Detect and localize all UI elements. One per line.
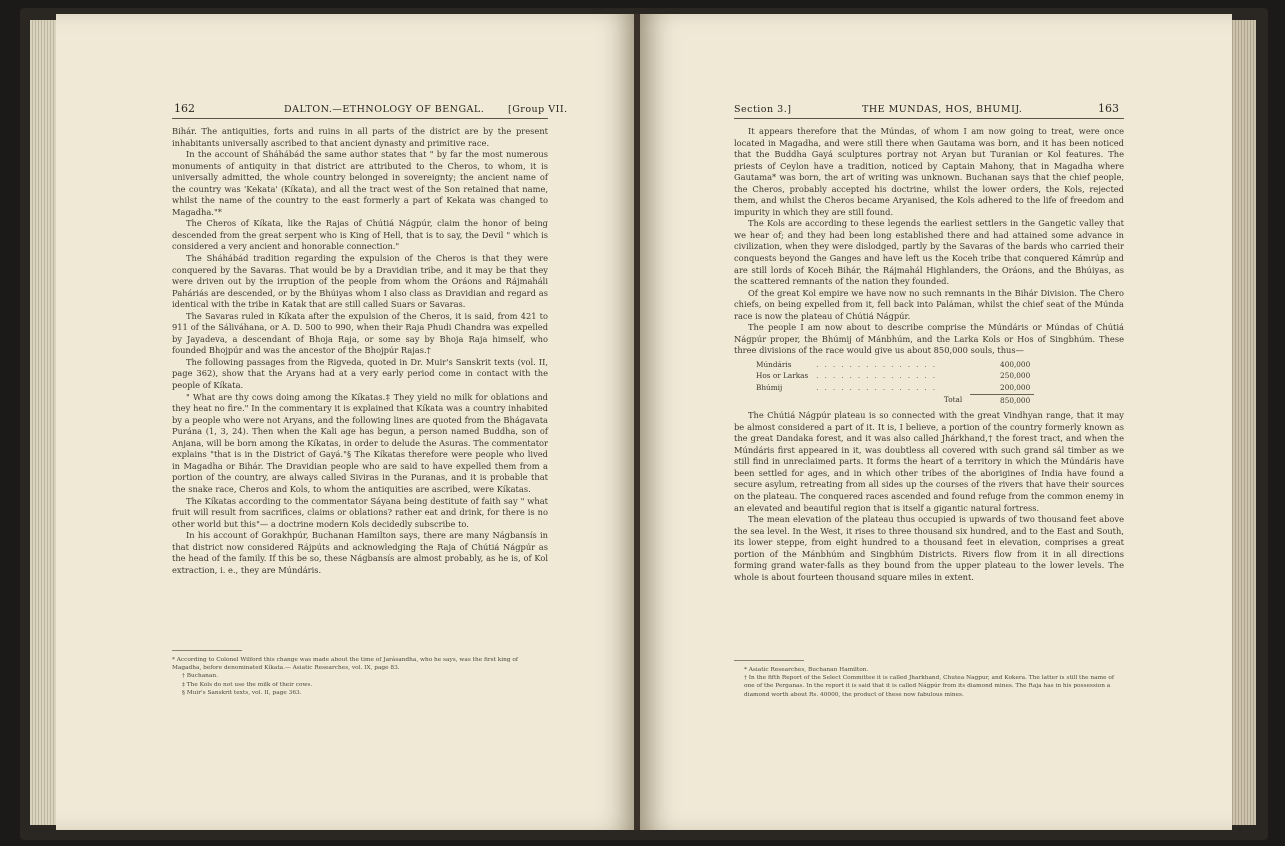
- left-header-rule: [172, 118, 548, 119]
- paragraph: In the account of Sháhábád the same author states that " by far the most numerous monuments of antiquity in that district are attributed to the Cheros, to whom, it is universally admitted, the whole country belonged in sovereignty; the ancient name of the country was 'Kekata' (Kíkata), and all the tract west of the Son retained that name, whilst the name of the country to the east formerly a part of Kekata was changed to Magadha."*: [172, 149, 548, 217]
- paragraph: " What are thy cows doing among the Kíkatas.‡ They yield no milk for oblations and they heat no fire." In the commentary it is explained that Kíkata was a country inhabited by a people who were not Aryans, and the following lines are quoted from the Bhágavata Purána (1, 3, 24). Then when the Kali age has begun, a person named Buddha, son of Anjana, will be born among the Kíkatas, in order to delude the Asuras. The commentator explains "that is in the District of Gayá."§ The Kíkatas therefore were people who lived in Magadha or Bihár. The Dravidian people who are said to have expelled them from a portion of the country, are always called Siviras in the Puranas, and it is probable that the snake race, Cheros and Kols, to whom the antiquities are ascribed, were Kíkatas.: [172, 391, 548, 494]
- footnote: † In the fifth Report of the Select Committee it is called Jharkhand, Chutea Nagpur, and Kokera. The latter is still the name of one of the Perganas. In the report it is said that it is called Nágpúr from its diamond mines. The Raja has in his possession a diamond worth about Rs. 40000, the product of these now fabulous mines.: [744, 675, 1114, 698]
- left-footnote-rule: [172, 650, 242, 651]
- paragraph: The Chútiá Nágpúr plateau is so connected with the great Vindhyan range, that it may be almost considered a part of it. It is, I believe, a portion of the country formerly known as the great Dandaka forest, and it was also called Jhárkhand,† the forest tract, and when the Múndáris first appeared in it, was doubtless all covered with such grand sál timber as we still find in unreclaimed parts. It forms the heart of a territory in which the Múndáris have been settled for ages, and in which other tribes of the aborigines of India have found a secure asylum, retreating from all sides up the courses of the rivers that have their sources on the plateau. The conquered races ascended and found refuge from the common enemy in an elevated and beautiful region that is itself a gigantic natural fortress.: [734, 410, 1124, 513]
- paragraph: The people I am now about to describe comprise the Múndáris or Múndas of Chútiá Nágpúr proper, the Bhúmij of Mánbhúm, and the Larka Kols or Hos of Singbhúm. These three divisions of the race would give us about 850,000 souls, thus—: [734, 322, 1124, 356]
- paragraph: Of the great Kol empire we have now no such remnants in the Bihár Division. The Chero chiefs, on being expelled from it, fell back into Paláman, whilst the chief seat of the Múnda race is now the plateau of Chútiá Nágpúr.: [734, 287, 1124, 321]
- left-page-number: 162: [174, 102, 195, 115]
- total-value: 850,000: [970, 394, 1034, 406]
- footnote: * Asiatic Researches, Buchanan Hamilton.: [744, 667, 869, 673]
- right-header-rule: [734, 118, 1124, 119]
- footnote: § Muir's Sanskrit texts, vol. II, page 363.: [182, 689, 302, 696]
- row-value: 400,000: [1000, 359, 1031, 369]
- paragraph: The following passages from the Rigveda, quoted in Dr. Muir's Sanskrit texts (vol. II, page 362), show that the Aryans had at a very early period come in contact with the people of Kíkata.: [172, 356, 548, 391]
- right-footnote-rule: [734, 660, 804, 661]
- paragraph: In his account of Gorakhpúr, Buchanan Hamilton says, there are many Nágbansís in that district now considered Rájpúts and acknowledging the Raja of Chútiá Nágpúr as the head of the family. If this be so, these Nágbansís are almost probably, as he is, of Kol extraction, i. e., they are Múndáris.: [172, 530, 548, 575]
- paragraph: The Cheros of Kíkata, like the Rajas of Chútiá Nágpúr, claim the honor of being descended from the great serpent who is King of Hell, that is to say, the Devil " which is considered a very ancient and honorable connection.": [172, 218, 548, 252]
- left-footnotes: [172, 656, 548, 697]
- row-value: 200,000: [1000, 383, 1031, 393]
- right-running-title: THE MUNDAS, HOS, BHUMIJ.: [862, 104, 1023, 115]
- right-page: [640, 14, 1232, 830]
- page-edges-right: [1230, 20, 1256, 825]
- left-page: [56, 14, 636, 830]
- left-body-text: [172, 126, 548, 576]
- footnote: * According to Colonel Wilford this change was made about the time of Jarásandha, who he says, was the first king of Magadha, before denominated Kíkata.— Asiatic Researches, vol. IX, page 83.: [172, 657, 519, 672]
- table-row: Bhúmij ............... 200,000: [752, 382, 1034, 394]
- row-value: 250,000: [1000, 371, 1031, 381]
- footnote: † Buchanan.: [182, 673, 218, 680]
- table-row: Múndáris ............... 400,000: [752, 359, 1034, 371]
- page-edges-left: [30, 20, 56, 825]
- paragraph: The Kols are according to these legends the earliest settlers in the Gangetic valley that we hear of; and they had been long established there and had attained some advance in civilization, when they were dislodged, partly by the Savaras of the bards who carried their conquests beyond the Ganges and have left us the Koceh tribe that conquered Kámrúp and are still lords of Koceh Bihár, the Rájmahál Highlanders, the Oráons, and the Bhúiyas, as the scattered remnants of the nation they founded.: [734, 218, 1124, 287]
- row-label: Múndáris: [756, 359, 792, 369]
- paragraph: The Savaras ruled in Kíkata after the expulsion of the Cheros, it is said, from 421 to 911 of the Sáliváhana, or A. D. 500 to 990, when their Raja Phudi Chandra was expelled by Jayadeva, a descendant of Bhoja Raja, or some say by Bhoja Raja himself, who founded Bhojpúr and was the ancestor of the Bhojpúr Rajas.†: [172, 310, 548, 356]
- row-label: Bhúmij: [756, 383, 783, 393]
- table-total-row: [752, 394, 1034, 406]
- paragraph: Bihár. The antiquities, forts and ruins in all parts of the district are by the present inhabitants universally ascribed to that ancient dynasty and primitive race.: [172, 126, 548, 148]
- footnote: ‡ The Kols do not use the milk of their cows.: [182, 681, 313, 688]
- paragraph: The Kíkatas according to the commentator Sáyana being destitute of faith say " what fruit will result from sacrifices, claims or oblations? rather eat and drink, for there is no other world but this"— a doctrine modern Kols decidedly subscribe to.: [172, 495, 548, 529]
- left-section-label: [Group VII.: [508, 104, 568, 115]
- paragraph: The Sháhábád tradition regarding the expulsion of the Cheros is that they were conquered by the Savaras. That would be by a Dravidian tribe, and it may be that they were driven out by the irruption of the people from whom the Oráons and Rájmaháli Paháriás are descended, or by the Bhúiyas whom I also class as Dravidian and regard as identical with the tribe in Katak that are still called Suars or Savaras.: [172, 253, 548, 310]
- paragraph: It appears therefore that the Múndas, of whom I am now going to treat, were once located in Magadha, and were still there when Gautama was born, and it has been noticed that the Buddha Gayá sculptures portray not Aryan but Turanian or Kol features. The priests of Ceylon have a tradition, noticed by Captain Mahony, that in Magadha where Gautama* was born, the art of writing was unknown. Buchanan says that the chief people, the Cheros, probably accepted his doctrine, whilst the lower orders, the Kols, rejected them, and whilst the Cheros became Aryanised, the Kols adhered to the life of freedom and impurity in which they are still found.: [734, 126, 1124, 217]
- table-row: Hos or Larkas ............... 250,000: [752, 370, 1034, 382]
- right-body-text: [734, 126, 1124, 583]
- right-section-label: Section 3.]: [734, 104, 792, 115]
- right-page-number: 163: [1098, 102, 1119, 115]
- left-running-title: DALTON.—ETHNOLOGY OF BENGAL.: [284, 104, 485, 115]
- population-table: [752, 359, 1034, 406]
- row-label: Hos or Larkas: [756, 371, 809, 381]
- total-label: Total: [943, 395, 963, 405]
- right-footnotes: [734, 666, 1124, 699]
- paragraph: The mean elevation of the plateau thus occupied is upwards of two thousand feet above the sea level. In the West, it rises to three thousand six hundred, and to the East and South, its lower steppe, from eight hundred to a thousand feet in elevation, comprises a great portion of the Mánbhúm and Singbhúm Districts. Rivers flow from it in all directions forming grand water-falls as they bound from the upper plateau to the lower levels. The whole is about fourteen thousand square miles in extent.: [734, 514, 1124, 582]
